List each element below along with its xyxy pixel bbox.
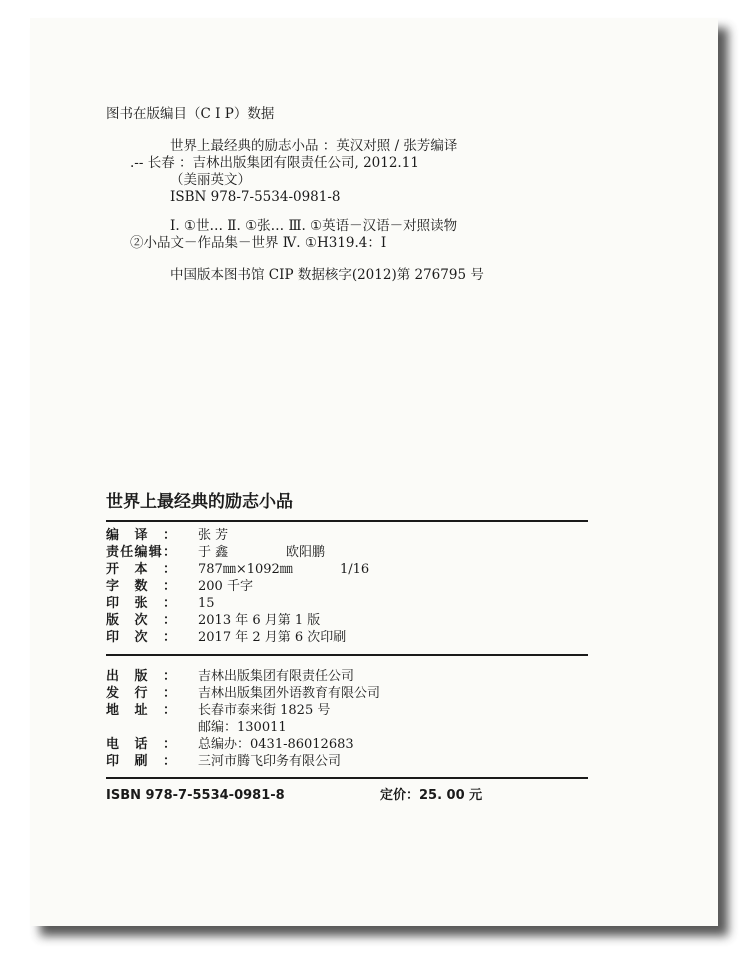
detail-value: 于 鑫 (198, 545, 229, 560)
detail-label: 责 任 编 辑 ： (106, 545, 176, 560)
distributor-label: 发 行 ： (106, 686, 176, 701)
detail-value: 2017 年 2 月第 6 次印刷 (198, 630, 347, 645)
cip-series-line: （美丽英文） (170, 172, 251, 188)
detail-value-extra: 欧阳鹏 (286, 545, 326, 560)
cip-title-line: 世界上最经典的励志小品 ：英汉对照 / 张芳编译 (170, 138, 458, 154)
divider-top (106, 520, 588, 522)
copyright-page (30, 18, 718, 926)
phone-value: 总编办：0431-86012683 (198, 737, 354, 752)
cip-record-number: 中国版本图书馆 CIP 数据核字(2012)第 276795 号 (170, 267, 484, 283)
detail-label: 开 本 ： (106, 562, 176, 577)
cip-subject-line: ②小品文－作品集－世界 Ⅳ. ①H319.4：I (130, 235, 387, 251)
cip-classification-line: Ⅰ. ①世… Ⅱ. ①张… Ⅲ. ①英语－汉语－对照读物 (170, 218, 458, 234)
detail-value: 200 千字 (198, 579, 253, 594)
phone-label: 电 话 ： (106, 737, 176, 752)
divider-middle (106, 654, 588, 656)
book-title: 世界上最经典的励志小品 (106, 492, 293, 512)
printer-value: 三河市腾飞印务有限公司 (198, 754, 342, 769)
cip-header: 图书在版编目（C I P）数据 (106, 106, 275, 122)
distributor-value: 吉林出版集团外语教育有限公司 (198, 686, 381, 701)
detail-value: 787㎜×1092㎜ (198, 562, 293, 577)
cip-isbn-line: ISBN 978-7-5534-0981-8 (170, 189, 341, 205)
publisher-value: 吉林出版集团有限责任公司 (198, 669, 355, 684)
detail-value: 张 芳 (198, 528, 229, 543)
publisher-label: 出 版 ： (106, 669, 176, 684)
address-value: 长春市泰来街 1825 号 (198, 703, 331, 718)
detail-label: 字 数 ： (106, 579, 176, 594)
detail-value-extra: 1/16 (340, 562, 370, 577)
detail-label: 印 次 ： (106, 630, 176, 645)
detail-label: 印 张 ： (106, 596, 176, 611)
postcode-value: 邮编：130011 (198, 720, 287, 735)
detail-label: 编 译 ： (106, 528, 176, 543)
detail-value: 2013 年 6 月第 1 版 (198, 613, 321, 628)
footer-price: 定价：25. 00 元 (380, 788, 483, 803)
detail-label: 版 次 ： (106, 613, 176, 628)
printer-label: 印 刷 ： (106, 754, 176, 769)
footer-isbn: ISBN 978-7-5534-0981-8 (106, 788, 285, 803)
cip-publisher-line: .-- 长春 ：吉林出版集团有限责任公司, 2012.11 (130, 155, 419, 171)
divider-bottom (106, 777, 588, 779)
detail-value: 15 (198, 596, 215, 611)
address-label: 地 址 ： (106, 703, 176, 718)
